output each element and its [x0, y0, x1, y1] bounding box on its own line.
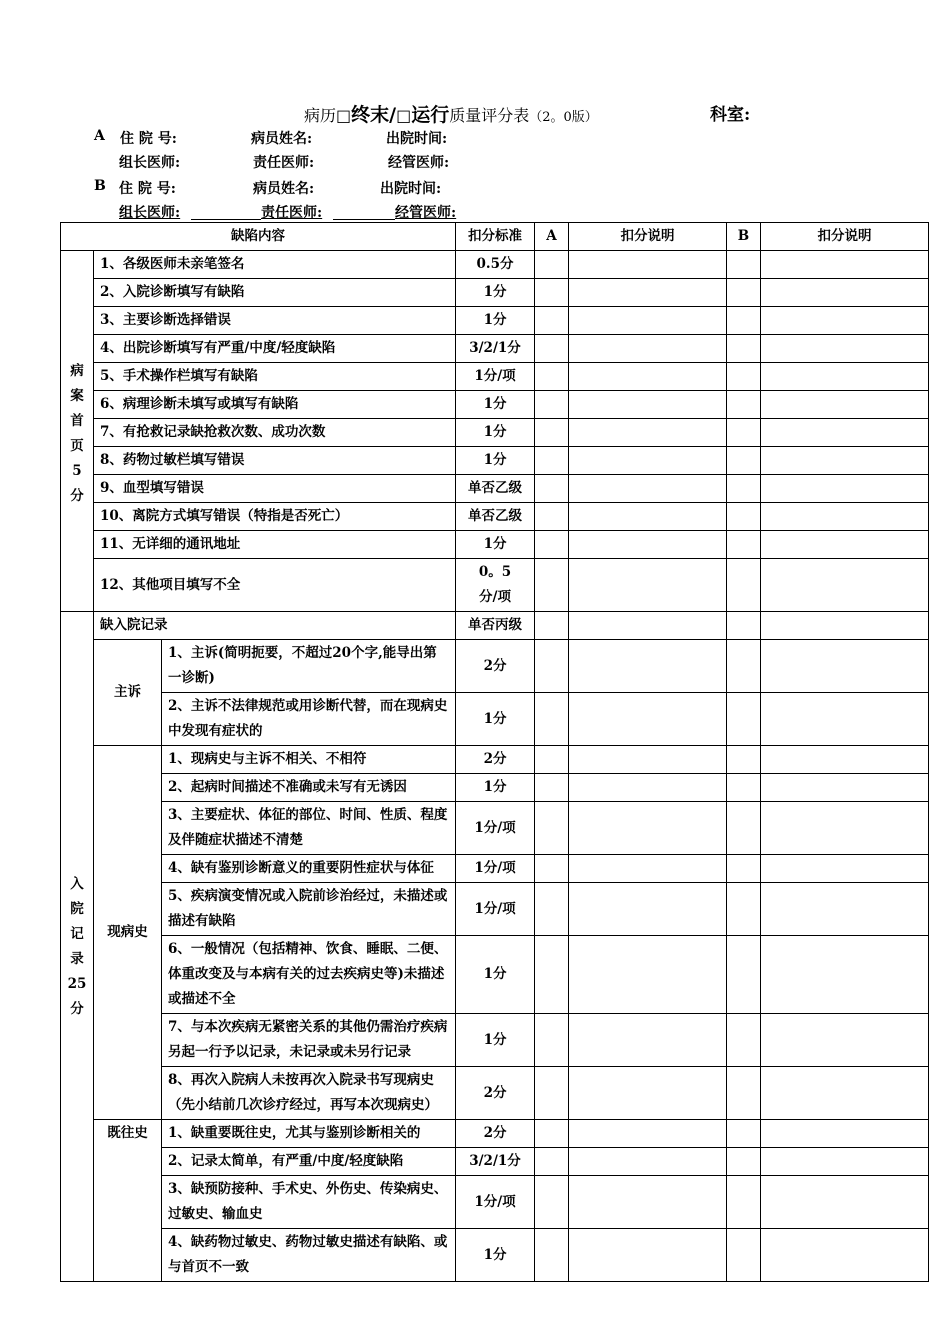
- b-explanation-cell[interactable]: [761, 391, 929, 419]
- b-score-cell[interactable]: [727, 1067, 761, 1120]
- a-letter: A: [94, 128, 105, 144]
- header-a: A: [535, 223, 569, 251]
- a-explanation-cell[interactable]: [569, 335, 727, 363]
- defect-item: 1、各级医师未亲笔签名: [94, 251, 456, 279]
- defect-item: 6、病理诊断未填写或填写有缺陷: [94, 391, 456, 419]
- a-score-cell[interactable]: [535, 475, 569, 503]
- b-explanation-cell[interactable]: [761, 774, 929, 802]
- b-score-cell[interactable]: [727, 774, 761, 802]
- b-explanation-cell[interactable]: [761, 746, 929, 774]
- title-option-running: 运行: [411, 104, 450, 126]
- deduction-score: 2分: [456, 1120, 535, 1148]
- a-score-cell[interactable]: [535, 936, 569, 1014]
- deduction-score: 1分: [456, 1229, 535, 1282]
- table-row: [61, 279, 929, 307]
- table-row: [61, 503, 929, 531]
- b-explanation-cell[interactable]: [761, 1229, 929, 1282]
- title-version: （2。0版）: [529, 110, 598, 125]
- defect-item: 4、缺药物过敏史、药物过敏史描述有缺陷、或与首页不一致: [162, 1229, 456, 1282]
- deduction-score: 3/2/1分: [456, 335, 535, 363]
- defect-item: 1、主诉(简明扼要，不超过20个字,能导出第一诊断): [162, 640, 456, 693]
- b-explanation-cell[interactable]: [761, 1014, 929, 1067]
- defect-item: 5、疾病演变情况或入院前诊治经过，未描述或描述有缺陷: [162, 883, 456, 936]
- a-score-cell[interactable]: [535, 693, 569, 746]
- a-attending-label: 经管医师:: [388, 155, 450, 171]
- deduction-score: 2分: [456, 746, 535, 774]
- deduction-score: 单否乙级: [456, 475, 535, 503]
- a-explanation-cell[interactable]: [569, 746, 727, 774]
- checkbox-final[interactable]: □: [336, 106, 352, 125]
- a-explanation-cell[interactable]: [569, 1067, 727, 1120]
- b-responsible-line[interactable]: [333, 201, 395, 220]
- table-row: [61, 936, 929, 1014]
- a-explanation-cell[interactable]: [569, 1120, 727, 1148]
- table-row: [61, 1014, 929, 1067]
- table-row: [61, 531, 929, 559]
- deduction-score: 2分: [456, 1067, 535, 1120]
- defect-item: 2、入院诊断填写有缺陷: [94, 279, 456, 307]
- a-explanation-cell[interactable]: [569, 503, 727, 531]
- deduction-score: 1分/项: [456, 883, 535, 936]
- subsection-present-illness: 现病史: [94, 746, 162, 1120]
- a-explanation-cell[interactable]: [569, 774, 727, 802]
- header-b-explanation: 扣分说明: [761, 223, 929, 251]
- defect-item: 4、出院诊断填写有严重/中度/轻度缺陷: [94, 335, 456, 363]
- table-row: [61, 447, 929, 475]
- deduction-score: 1分: [456, 531, 535, 559]
- b-score-cell[interactable]: [727, 391, 761, 419]
- title-suffix: 质量评分表: [449, 106, 530, 125]
- b-score-cell[interactable]: [727, 883, 761, 936]
- defect-item: 5、手术操作栏填写有缺陷: [94, 363, 456, 391]
- defect-item: 3、缺预防接种、手术史、外伤史、传染病史、过敏史、输血史: [162, 1176, 456, 1229]
- b-explanation-cell[interactable]: [761, 251, 929, 279]
- deduction-score: 1分/项: [456, 855, 535, 883]
- b-score-cell[interactable]: [727, 1120, 761, 1148]
- section-front-page-label: 病案首页5分: [61, 251, 94, 612]
- b-score-cell[interactable]: [727, 447, 761, 475]
- defect-item: 10、离院方式填写错误（特指是否死亡）: [94, 503, 456, 531]
- defect-item: 8、再次入院病人未按再次入院录书写现病史（先小结前几次诊疗经过，再写本次现病史）: [162, 1067, 456, 1120]
- table-row: [61, 1229, 929, 1282]
- b-explanation-cell[interactable]: [761, 363, 929, 391]
- header-a-explanation: 扣分说明: [569, 223, 727, 251]
- checkbox-running[interactable]: □: [396, 106, 412, 125]
- deduction-score: 1分: [456, 391, 535, 419]
- deduction-score: 1分: [456, 307, 535, 335]
- a-patient-name-label: 病员姓名:: [251, 131, 313, 147]
- a-explanation-cell[interactable]: [569, 1014, 727, 1067]
- b-explanation-cell[interactable]: [761, 475, 929, 503]
- a-score-cell[interactable]: [535, 559, 569, 612]
- deduction-score: 3/2/1分: [456, 1148, 535, 1176]
- b-hospital-no-label: 住 院 号:: [119, 181, 176, 197]
- defect-item: 3、主要症状、体征的部位、时间、性质、程度及伴随症状描述不清楚: [162, 802, 456, 855]
- b-score-cell[interactable]: [727, 335, 761, 363]
- a-score-cell[interactable]: [535, 363, 569, 391]
- b-score-cell[interactable]: [727, 693, 761, 746]
- table-row: [61, 363, 929, 391]
- scoring-table: [60, 222, 929, 1282]
- a-score-cell[interactable]: [535, 774, 569, 802]
- table-row: [61, 251, 929, 279]
- b-explanation-cell[interactable]: [761, 559, 929, 612]
- b-explanation-cell[interactable]: [761, 936, 929, 1014]
- b-explanation-cell[interactable]: [761, 1067, 929, 1120]
- department-label: 科室:: [710, 105, 751, 125]
- b-score-cell[interactable]: [727, 640, 761, 693]
- table-row: [61, 746, 929, 774]
- defect-item: 2、主诉不法律规范或用诊断代替，而在现病史中发现有症状的: [162, 693, 456, 746]
- a-score-cell[interactable]: [535, 855, 569, 883]
- b-responsible-label: 责任医师:: [261, 205, 323, 221]
- defect-item: 8、药物过敏栏填写错误: [94, 447, 456, 475]
- a-score-cell[interactable]: [535, 612, 569, 640]
- table-row: [61, 307, 929, 335]
- table-row: [61, 693, 929, 746]
- deduction-score: 0.5分: [456, 251, 535, 279]
- subsection-past-history: 既往史: [94, 1120, 162, 1282]
- b-explanation-cell[interactable]: [761, 855, 929, 883]
- a-score-cell[interactable]: [535, 447, 569, 475]
- deduction-score: 1分: [456, 936, 535, 1014]
- defect-item: 7、与本次疾病无紧密关系的其他仍需治疗疾病另起一行予以记录，未记录或未另行记录: [162, 1014, 456, 1067]
- a-score-cell[interactable]: [535, 1014, 569, 1067]
- b-score-cell[interactable]: [727, 612, 761, 640]
- b-discharge-time-label: 出院时间:: [380, 181, 442, 197]
- defect-item: 2、记录太简单，有严重/中度/轻度缺陷: [162, 1148, 456, 1176]
- admission-section: [61, 612, 929, 1282]
- b-explanation-cell[interactable]: [761, 612, 929, 640]
- b-explanation-cell[interactable]: [761, 1148, 929, 1176]
- deduction-score: 1分/项: [456, 802, 535, 855]
- a-explanation-cell[interactable]: [569, 693, 727, 746]
- defect-item: 12、其他项目填写不全: [94, 559, 456, 612]
- section-admission-label: 入院记录25分: [61, 612, 94, 1282]
- table-row: [61, 335, 929, 363]
- a-explanation-cell[interactable]: [569, 475, 727, 503]
- b-score-cell[interactable]: [727, 419, 761, 447]
- table-row: [61, 475, 929, 503]
- b-score-cell[interactable]: [727, 802, 761, 855]
- title-line: [0, 100, 950, 126]
- deduction-score: 1分: [456, 279, 535, 307]
- deduction-score: 1分: [456, 447, 535, 475]
- deduction-score: 单否乙级: [456, 503, 535, 531]
- a-explanation-cell[interactable]: [569, 640, 727, 693]
- b-score-cell[interactable]: [727, 307, 761, 335]
- defect-item: 1、现病史与主诉不相关、不相符: [162, 746, 456, 774]
- a-explanation-cell[interactable]: [569, 559, 727, 612]
- table-header-row: [61, 223, 929, 251]
- table-row: [61, 1148, 929, 1176]
- b-score-cell[interactable]: [727, 559, 761, 612]
- b-score-cell[interactable]: [727, 475, 761, 503]
- a-explanation-cell[interactable]: [569, 391, 727, 419]
- deduction-score: 1分/项: [456, 1176, 535, 1229]
- a-score-cell[interactable]: [535, 1067, 569, 1120]
- deduction-score: 1分: [456, 419, 535, 447]
- defect-item: 4、缺有鉴别诊断意义的重要阴性症状与体征: [162, 855, 456, 883]
- a-explanation-cell[interactable]: [569, 1176, 727, 1229]
- deduction-score: 1分/项: [456, 363, 535, 391]
- table-row: [61, 391, 929, 419]
- a-score-cell[interactable]: [535, 307, 569, 335]
- b-score-cell[interactable]: [727, 279, 761, 307]
- title-option-final: 终末/: [351, 104, 397, 126]
- table-row: [61, 640, 929, 693]
- a-explanation-cell[interactable]: [569, 419, 727, 447]
- b-explanation-cell[interactable]: [761, 802, 929, 855]
- b-attending-label: 经管医师:: [395, 205, 457, 221]
- b-explanation-cell[interactable]: [761, 531, 929, 559]
- table-row: [61, 1067, 929, 1120]
- b-score-cell[interactable]: [727, 1014, 761, 1067]
- a-explanation-cell[interactable]: [569, 855, 727, 883]
- defect-item: 3、主要诊断选择错误: [94, 307, 456, 335]
- table-row: [61, 559, 929, 612]
- a-explanation-cell[interactable]: [569, 307, 727, 335]
- b-explanation-cell[interactable]: [761, 693, 929, 746]
- table-row: [61, 612, 929, 640]
- defect-item: 缺入院记录: [94, 612, 456, 640]
- b-score-cell[interactable]: [727, 1176, 761, 1229]
- a-score-cell[interactable]: [535, 640, 569, 693]
- a-score-cell[interactable]: [535, 802, 569, 855]
- table-row: [61, 855, 929, 883]
- a-score-cell[interactable]: [535, 531, 569, 559]
- deduction-score: 2分: [456, 640, 535, 693]
- b-explanation-cell[interactable]: [761, 1120, 929, 1148]
- header-b: B: [727, 223, 761, 251]
- a-explanation-cell[interactable]: [569, 279, 727, 307]
- a-explanation-cell[interactable]: [569, 802, 727, 855]
- a-score-cell[interactable]: [535, 1120, 569, 1148]
- a-hospital-no-label: 住 院 号:: [120, 131, 177, 147]
- b-score-cell[interactable]: [727, 503, 761, 531]
- b-explanation-cell[interactable]: [761, 419, 929, 447]
- a-explanation-cell[interactable]: [569, 531, 727, 559]
- a-score-cell[interactable]: [535, 335, 569, 363]
- a-explanation-cell[interactable]: [569, 1148, 727, 1176]
- front-page-section: [61, 251, 929, 612]
- a-score-cell[interactable]: [535, 1229, 569, 1282]
- a-score-cell[interactable]: [535, 391, 569, 419]
- a-score-cell[interactable]: [535, 883, 569, 936]
- b-score-cell[interactable]: [727, 746, 761, 774]
- b-letter: B: [94, 178, 106, 194]
- b-patient-name-label: 病员姓名:: [253, 181, 315, 197]
- b-score-cell[interactable]: [727, 1229, 761, 1282]
- b-explanation-cell[interactable]: [761, 503, 929, 531]
- defect-item: 7、有抢救记录缺抢救次数、成功次数: [94, 419, 456, 447]
- table-row: [61, 883, 929, 936]
- table-row: [61, 1120, 929, 1148]
- a-explanation-cell[interactable]: [569, 447, 727, 475]
- title-prefix: 病历: [304, 106, 337, 125]
- a-score-cell[interactable]: [535, 503, 569, 531]
- a-discharge-time-label: 出院时间:: [386, 131, 448, 147]
- b-group-leader-line[interactable]: [191, 201, 261, 220]
- deduction-score: 单否丙级: [456, 612, 535, 640]
- defect-item: 11、无详细的通讯地址: [94, 531, 456, 559]
- b-explanation-cell[interactable]: [761, 307, 929, 335]
- defect-item: 6、一般情况（包括精神、饮食、睡眠、二便、体重改变及与本病有关的过去疾病史等)未描述或描述不全: [162, 936, 456, 1014]
- b-explanation-cell[interactable]: [761, 335, 929, 363]
- b-score-cell[interactable]: [727, 531, 761, 559]
- a-score-cell[interactable]: [535, 279, 569, 307]
- defect-item: 1、缺重要既往史，尤其与鉴别诊断相关的: [162, 1120, 456, 1148]
- b-score-cell[interactable]: [727, 855, 761, 883]
- table-row: [61, 802, 929, 855]
- header-defect-content: 缺陷内容: [61, 223, 456, 251]
- table-row: [61, 774, 929, 802]
- b-score-cell[interactable]: [727, 1148, 761, 1176]
- b-explanation-cell[interactable]: [761, 279, 929, 307]
- a-score-cell[interactable]: [535, 1176, 569, 1229]
- b-explanation-cell[interactable]: [761, 1176, 929, 1229]
- b-explanation-cell[interactable]: [761, 640, 929, 693]
- b-score-cell[interactable]: [727, 936, 761, 1014]
- b-score-cell[interactable]: [727, 363, 761, 391]
- a-explanation-cell[interactable]: [569, 363, 727, 391]
- b-explanation-cell[interactable]: [761, 447, 929, 475]
- deduction-score: 0。5分/项: [456, 559, 535, 612]
- b-group-leader-label: 组长医师:: [119, 205, 181, 221]
- subsection-chief-complaint: 主诉: [94, 640, 162, 746]
- a-explanation-cell[interactable]: [569, 936, 727, 1014]
- a-responsible-label: 责任医师:: [253, 155, 315, 171]
- a-explanation-cell[interactable]: [569, 1229, 727, 1282]
- a-score-cell[interactable]: [535, 419, 569, 447]
- b-explanation-cell[interactable]: [761, 883, 929, 936]
- deduction-score: 1分: [456, 774, 535, 802]
- a-score-cell[interactable]: [535, 1148, 569, 1176]
- header-deduction-standard: 扣分标准: [456, 223, 535, 251]
- deduction-score: 1分: [456, 693, 535, 746]
- deduction-score: 1分: [456, 1014, 535, 1067]
- table-row: [61, 419, 929, 447]
- form-title: [304, 100, 598, 127]
- a-explanation-cell[interactable]: [569, 883, 727, 936]
- defect-item: 9、血型填写错误: [94, 475, 456, 503]
- a-score-cell[interactable]: [535, 746, 569, 774]
- defect-item: 2、起病时间描述不准确或未写有无诱因: [162, 774, 456, 802]
- a-score-cell[interactable]: [535, 251, 569, 279]
- a-explanation-cell[interactable]: [569, 612, 727, 640]
- b-score-cell[interactable]: [727, 251, 761, 279]
- table-row: [61, 1176, 929, 1229]
- a-explanation-cell[interactable]: [569, 251, 727, 279]
- a-group-leader-label: 组长医师:: [119, 155, 181, 171]
